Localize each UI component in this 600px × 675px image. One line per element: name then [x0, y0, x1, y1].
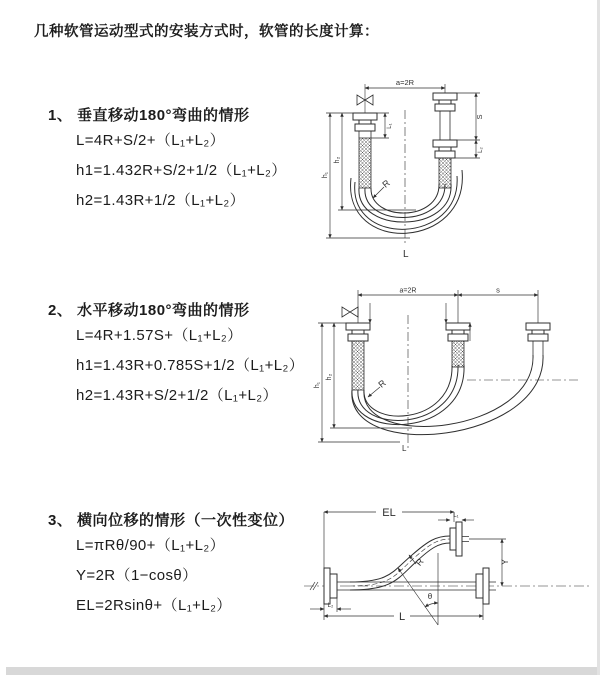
dim-label-s: S — [475, 114, 484, 120]
dim-label-el: EL — [382, 507, 396, 519]
flange-nut — [526, 323, 550, 330]
diagram-vertical-180 — [310, 72, 592, 264]
flange-nut — [353, 113, 377, 120]
angle-arc — [425, 603, 438, 607]
section-1-formulas — [76, 132, 287, 222]
braided-hose-section — [359, 138, 371, 188]
formula-line: h1=1.43R+0.785S+1/2（L₁+L₂） — [76, 357, 305, 374]
section-2-formulas — [76, 327, 304, 417]
braided-hose-section — [352, 341, 364, 390]
dim-label-h2: h₂ — [326, 373, 333, 381]
formula-line: EL=2Rsinθ+（L₁+L₂） — [76, 597, 232, 614]
flange-plate — [330, 574, 337, 598]
dim-label-l1: L₁ — [387, 123, 393, 129]
dim-label-l: L — [398, 611, 406, 623]
dim-label-h2: h₂ — [334, 156, 341, 164]
formula-line: h1=1.432R+S/2+1/2（L₁+L₂） — [76, 162, 287, 179]
flange-neck — [452, 330, 464, 334]
braided-hose-section — [452, 341, 464, 367]
flange-nut — [433, 140, 457, 147]
section-3-heading: 3、 横向位移的情形（一次性变位） — [48, 512, 295, 529]
flange-nut — [446, 323, 470, 330]
formula-line: h2=1.43R+S/2+1/2（L₁+L₂） — [76, 387, 278, 404]
formula-line: L=4R+1.57S+（L₁+L₂） — [76, 327, 243, 344]
braided-hose-section — [439, 158, 451, 188]
flange-plate — [324, 568, 330, 604]
section-2-heading: 2、 水平移动180°弯曲的情形 — [48, 302, 250, 319]
pipe-wall — [440, 111, 450, 140]
flange-nut — [435, 151, 455, 158]
section-1-heading: 1、 垂直移动180°弯曲的情形 — [48, 107, 250, 124]
radius-label: R — [376, 377, 388, 390]
flange-nut — [528, 334, 548, 341]
formula-line: L=4R+S/2+（L₁+L₂） — [76, 132, 226, 149]
dim-label-y: Y — [500, 558, 510, 566]
dim-label-a2r: a=2R — [399, 287, 417, 295]
flange-nut — [355, 124, 375, 131]
flange-nut — [435, 104, 455, 111]
flange-neck — [352, 330, 364, 334]
radius-label: R — [380, 177, 392, 190]
page-title: 几种软管运动型式的安装方式时，软管的长度计算： — [34, 24, 379, 40]
formula-line: Y=2R（1−cosθ） — [76, 567, 198, 584]
flange-neck — [532, 330, 544, 334]
length-label: L — [402, 444, 407, 453]
diagram-horizontal-180 — [312, 285, 597, 460]
extension-line — [324, 512, 454, 568]
length-label: L — [403, 249, 409, 260]
flange-neck — [359, 120, 371, 124]
radius-label: R — [413, 556, 426, 568]
angle-label: θ — [427, 592, 433, 601]
pipe-stub — [462, 537, 469, 542]
section-3-formulas — [76, 537, 232, 627]
flange-nut — [433, 93, 457, 100]
valve-icon — [342, 307, 358, 317]
scan-edge-bottom — [6, 667, 600, 675]
formula-line: L=πRθ/90+（L₁+L₂） — [76, 537, 225, 554]
flange-neck — [439, 147, 451, 151]
flange-plate — [456, 522, 462, 556]
flange-plate — [476, 574, 483, 598]
flange-plate — [483, 568, 489, 604]
dim-label-l2: L₂ — [327, 603, 334, 609]
flange-nut — [346, 323, 370, 330]
diagram-lateral-displacement — [298, 498, 596, 646]
hose-curve — [350, 536, 450, 582]
pipe-wall — [359, 131, 371, 138]
radius-arrow — [368, 387, 380, 397]
dim-label-s: s — [496, 285, 500, 295]
flange-neck — [439, 100, 451, 104]
dim-label-l1: L₁ — [453, 513, 459, 519]
flange-plate — [450, 528, 456, 550]
dim-label-a2r: a=2R — [395, 78, 415, 87]
radius-arrow — [373, 187, 384, 198]
flange-nut — [348, 334, 368, 341]
formula-line: h2=1.43R+1/2（L₁+L₂） — [76, 192, 246, 209]
dim-label-h1: h₁ — [314, 381, 321, 389]
flange-nut — [448, 334, 468, 341]
dim-label-l2: L₂ — [478, 147, 484, 153]
dim-label-h1: h₁ — [322, 171, 329, 179]
hose-centerline — [350, 539, 450, 586]
pipe-wall — [533, 341, 543, 356]
